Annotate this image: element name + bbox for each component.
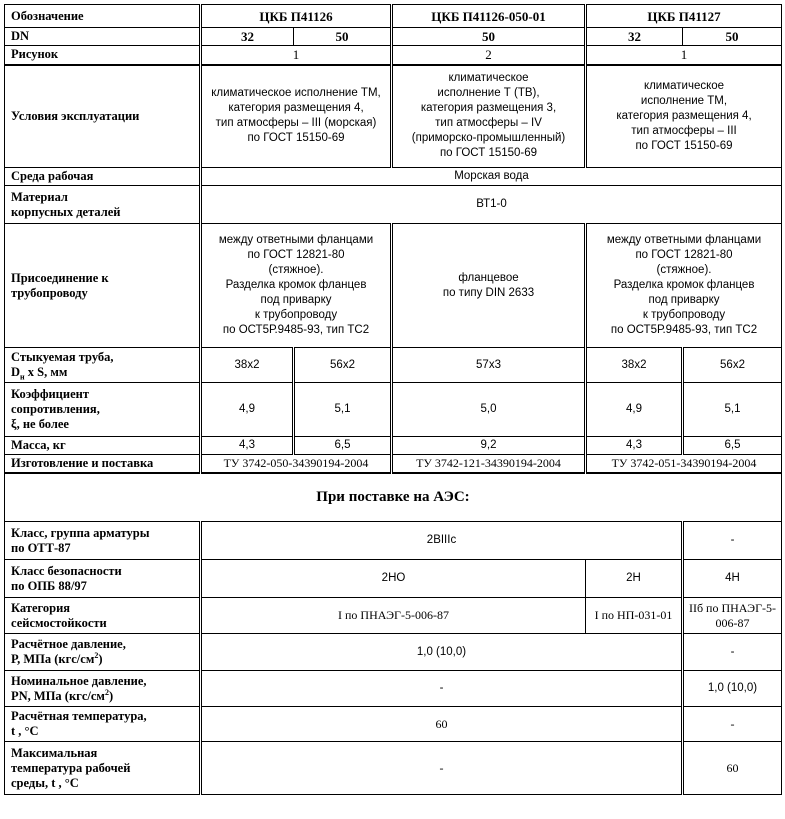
medium-label: Среда рабочая <box>5 168 201 186</box>
aes-section-title: При поставке на АЭС: <box>5 473 782 522</box>
mass-value-3: 9,2 <box>392 437 586 455</box>
pipe-value-4: 38x2 <box>586 348 683 383</box>
seismic-value-2: I по НП-031-01 <box>586 598 683 634</box>
pipe-label-d: D <box>11 365 21 379</box>
design-temp-value-12: 60 <box>201 707 683 742</box>
row-material <box>5 186 782 224</box>
seismic-label: Категория сейсмостойкости <box>5 598 201 634</box>
safety-class-value-3: 4Н <box>683 560 782 598</box>
safety-class-value-2: 2Н <box>586 560 683 598</box>
connection-value-3: между ответными фланцами по ГОСТ 12821-80 (стяжное). Разделка кромок фланцев под приварку к трубопроводу по ОСТ5Р.9485-93, тип ТС2 <box>586 224 782 348</box>
connection-label: Присоединение к трубопроводу <box>5 224 201 348</box>
figure-value-1: 1 <box>201 46 392 65</box>
class-group-label: Класс, группа арматуры по ОТТ-87 <box>5 522 201 560</box>
nominal-pressure-label-sup: 2 <box>104 687 109 697</box>
pipe-value-1: 38x2 <box>201 348 294 383</box>
conditions-label: Условия эксплуатации <box>5 65 201 168</box>
row-dn <box>5 28 782 46</box>
max-temp-value-12: - <box>201 742 683 795</box>
resistance-value-3: 5,0 <box>392 383 586 437</box>
row-class-group <box>5 522 782 560</box>
pipe-label-sub: н <box>20 372 25 382</box>
row-nominal-pressure <box>5 671 782 707</box>
dn-label: DN <box>5 28 201 46</box>
design-pressure-label-line1: Расчётное давление, <box>11 637 126 651</box>
valve-spec-table <box>4 4 782 795</box>
max-temp-label: Максимальная температура рабочей среды, t , °С <box>5 742 201 795</box>
dn-value-3: 50 <box>392 28 586 46</box>
header-col2: ЦКБ П41126-050-01 <box>392 5 586 28</box>
max-temp-value-3: 60 <box>683 742 782 795</box>
seismic-value-3: IIб по ПНАЭГ-5-006-87 <box>683 598 782 634</box>
row-figure <box>5 46 782 65</box>
design-pressure-label-sup: 2 <box>94 650 99 660</box>
pipe-value-5: 56x2 <box>683 348 782 383</box>
resistance-label: Коэффициент сопротивления, ξ, не более <box>5 383 201 437</box>
figure-value-2: 2 <box>392 46 586 65</box>
mass-value-5: 6,5 <box>683 437 782 455</box>
conditions-value-2: климатическое исполнение Т (ТВ), категория размещения 3, тип атмосферы – IV (приморско-промышленный) по ГОСТ 15150-69 <box>392 65 586 168</box>
figure-label: Рисунок <box>5 46 201 65</box>
header-col3: ЦКБ П41127 <box>586 5 782 28</box>
mass-value-1: 4,3 <box>201 437 294 455</box>
manufacture-value-1: ТУ 3742-050-34390194-2004 <box>201 455 392 473</box>
dn-value-5: 50 <box>683 28 782 46</box>
resistance-value-1: 4,9 <box>201 383 294 437</box>
row-connection <box>5 224 782 348</box>
safety-class-value-1: 2НО <box>201 560 586 598</box>
row-manufacture <box>5 455 782 473</box>
connection-value-2: фланцевое по типу DIN 2633 <box>392 224 586 348</box>
design-pressure-label <box>5 634 201 671</box>
class-group-value-3: - <box>683 522 782 560</box>
dn-value-2: 50 <box>294 28 392 46</box>
medium-value: Морская вода <box>201 168 782 186</box>
manufacture-label: Изготовление и поставка <box>5 455 201 473</box>
row-safety-class <box>5 560 782 598</box>
row-resistance <box>5 383 782 437</box>
dn-value-1: 32 <box>201 28 294 46</box>
safety-class-label: Класс безопасности по ОПБ 88/97 <box>5 560 201 598</box>
row-section-title <box>5 473 782 522</box>
conditions-value-1: климатическое исполнение ТМ, категория размещения 4, тип атмосферы – III (морская) по ГОСТ 15150-69 <box>201 65 392 168</box>
nominal-pressure-label-line1: Номинальное давление, <box>11 673 147 688</box>
nominal-pressure-label <box>5 671 201 707</box>
nominal-pressure-label-tail: ) <box>108 688 114 703</box>
designation-label: Обозначение <box>5 5 201 28</box>
row-conditions <box>5 65 782 168</box>
resistance-value-5: 5,1 <box>683 383 782 437</box>
pipe-label <box>5 348 201 383</box>
nominal-pressure-value-12: - <box>201 671 683 707</box>
dn-value-4: 32 <box>586 28 683 46</box>
figure-value-3: 1 <box>586 46 782 65</box>
pipe-value-2: 56x2 <box>294 348 392 383</box>
design-temp-value-3: - <box>683 707 782 742</box>
nominal-pressure-value-3: 1,0 (10,0) <box>683 671 782 707</box>
pipe-label-rest: x S, мм <box>24 365 68 379</box>
nominal-pressure-label-line2: PN, МПа (кгс/см <box>11 688 105 703</box>
seismic-value-1: I по ПНАЭГ-5-006-87 <box>201 598 586 634</box>
row-designation <box>5 5 782 28</box>
mass-label: Масса, кг <box>5 437 201 455</box>
resistance-value-2: 5,1 <box>294 383 392 437</box>
resistance-value-4: 4,9 <box>586 383 683 437</box>
material-value: ВТ1-0 <box>201 186 782 224</box>
design-pressure-value-3: - <box>683 634 782 671</box>
row-seismic <box>5 598 782 634</box>
conditions-value-3: климатическое исполнение ТМ, категория размещения 4, тип атмосферы – III по ГОСТ 15150-69 <box>586 65 782 168</box>
class-group-value-12: 2ВIIIс <box>201 522 683 560</box>
pipe-value-3: 57x3 <box>392 348 586 383</box>
design-pressure-value-12: 1,0 (10,0) <box>201 634 683 671</box>
row-design-pressure <box>5 634 782 671</box>
header-col1: ЦКБ П41126 <box>201 5 392 28</box>
design-pressure-label-line2: Р, МПа (кгс/см <box>11 652 95 666</box>
mass-value-2: 6,5 <box>294 437 392 455</box>
connection-value-1: между ответными фланцами по ГОСТ 12821-80 (стяжное). Разделка кромок фланцев под приварку к трубопроводу по ОСТ5Р.9485-93, тип ТС2 <box>201 224 392 348</box>
row-mass <box>5 437 782 455</box>
design-temp-label: Расчётная температура, t , °С <box>5 707 201 742</box>
pipe-label-line1: Стыкуемая труба, <box>11 350 114 364</box>
row-pipe <box>5 348 782 383</box>
row-medium <box>5 168 782 186</box>
row-max-temp <box>5 742 782 795</box>
manufacture-value-3: ТУ 3742-051-34390194-2004 <box>586 455 782 473</box>
material-label: Материал корпусных деталей <box>5 186 201 224</box>
mass-value-4: 4,3 <box>586 437 683 455</box>
manufacture-value-2: ТУ 3742-121-34390194-2004 <box>392 455 586 473</box>
row-design-temp <box>5 707 782 742</box>
design-pressure-label-tail: ) <box>98 652 103 666</box>
